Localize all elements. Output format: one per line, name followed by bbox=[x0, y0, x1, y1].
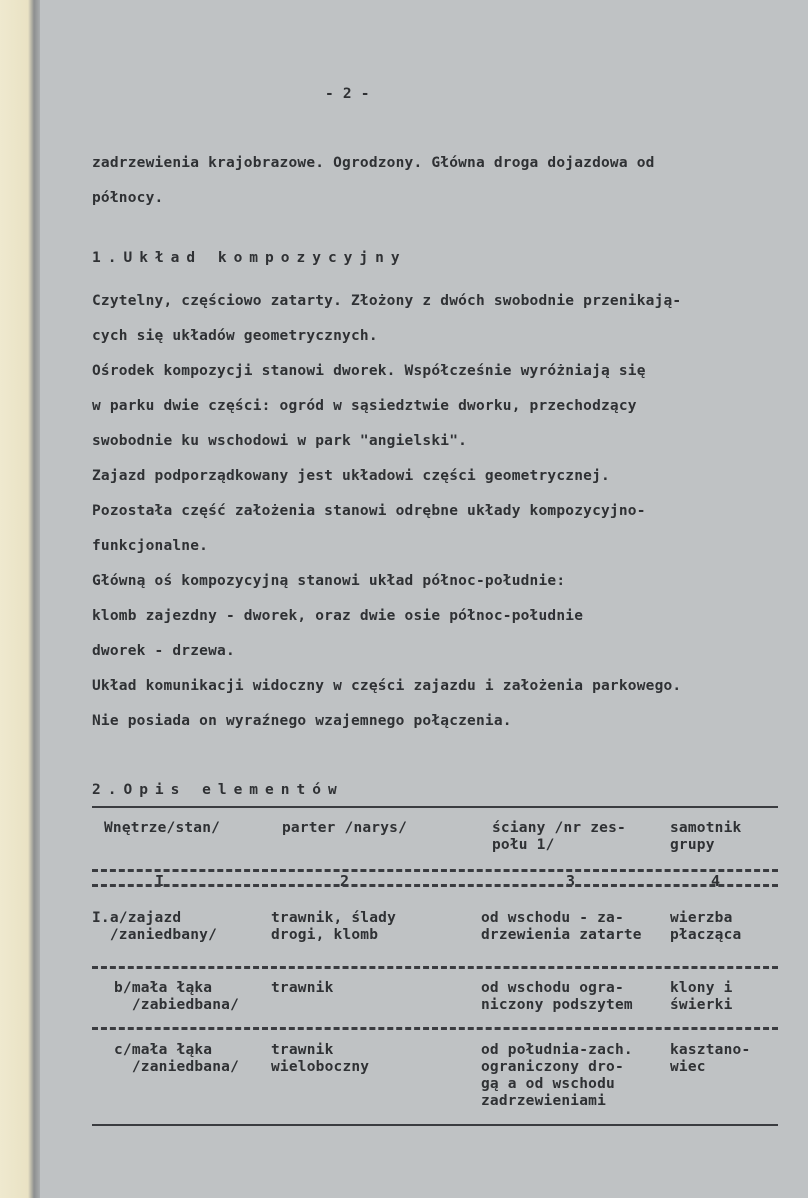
table-cell: c/mała łąka bbox=[114, 1042, 213, 1058]
section-1-line: Główną oś kompozycyjną stanowi układ północ-południe: bbox=[92, 573, 566, 589]
table-cell: niczony podszytem bbox=[481, 997, 633, 1013]
table-header-col3: połu 1/ bbox=[492, 837, 555, 853]
section-1-line: swobodnie ku wschodowi w park "angielski". bbox=[92, 433, 468, 449]
table-cell: drzewienia zatarte bbox=[481, 927, 642, 943]
table-cell: I.a/zajazd bbox=[92, 910, 182, 926]
table-cell: zadrzewieniami bbox=[481, 1093, 607, 1109]
table-cell: /zaniedbana/ bbox=[114, 1059, 240, 1075]
column-number: 3 bbox=[566, 872, 576, 890]
column-number: 2 bbox=[340, 872, 350, 890]
table-header-col3: ściany /nr zes- bbox=[492, 820, 626, 836]
table-cell: kasztano- bbox=[670, 1042, 751, 1058]
section-1-line: Nie posiada on wyraźnego wzajemnego połączenia. bbox=[92, 713, 512, 729]
table-cell: trawnik bbox=[271, 980, 334, 996]
section-1-line: Czytelny, częściowo zatarty. Złożony z dwóch swobodnie przenikają- bbox=[92, 293, 682, 309]
section-1-line: cych się układów geometrycznych. bbox=[92, 328, 378, 344]
table-top-rule bbox=[92, 806, 778, 808]
section-1-line: w parku dwie części: ogród w sąsiedztwie dworku, przechodzący bbox=[92, 398, 637, 414]
column-number: I bbox=[155, 872, 165, 890]
page-number: - 2 - bbox=[325, 86, 370, 102]
table-header-col1: Wnętrze/stan/ bbox=[104, 820, 221, 836]
section-1-line: dworek - drzewa. bbox=[92, 643, 235, 659]
table-header-col4: grupy bbox=[670, 837, 715, 853]
table-cell: wierzba bbox=[670, 910, 733, 926]
table-header-col2: parter /narys/ bbox=[282, 820, 408, 836]
table-row-dashed-rule bbox=[92, 1027, 778, 1030]
section-1-line: klomb zajezdny - dworek, oraz dwie osie północ-południe bbox=[92, 608, 584, 624]
table-cell: od południa-zach. bbox=[481, 1042, 633, 1058]
table-cell: klony i bbox=[670, 980, 733, 996]
table-cell: drogi, klomb bbox=[271, 927, 379, 943]
section-1-line: Pozostała część założenia stanowi odrębne układy kompozycyjno- bbox=[92, 503, 646, 519]
table-header-dashed-rule bbox=[92, 884, 778, 887]
table-cell: od wschodu ogra- bbox=[481, 980, 624, 996]
table-bottom-rule bbox=[92, 1124, 778, 1126]
table-cell: b/mała łąka bbox=[114, 980, 213, 996]
table-header-dashed-rule bbox=[92, 869, 778, 872]
section-1-title: 1.Układ kompozycyjny bbox=[92, 250, 407, 266]
table-cell: /zabiedbana/ bbox=[114, 997, 240, 1013]
table-cell: /zaniedbany/ bbox=[92, 927, 218, 943]
table-cell: gą a od wschodu bbox=[481, 1076, 615, 1092]
intro-line: zadrzewienia krajobrazowe. Ogrodzony. Główna droga dojazdowa od bbox=[92, 155, 655, 171]
table-cell: świerki bbox=[670, 997, 733, 1013]
column-number: 4 bbox=[711, 872, 721, 890]
section-1-line: Zajazd podporządkowany jest układowi części geometrycznej. bbox=[92, 468, 610, 484]
table-cell: od wschodu - za- bbox=[481, 910, 624, 926]
section-1-line: Ośrodek kompozycji stanowi dworek. Współcześnie wyróżniają się bbox=[92, 363, 646, 379]
table-cell: płacząca bbox=[670, 927, 742, 943]
table-cell: trawnik, ślady bbox=[271, 910, 397, 926]
binding-strip bbox=[0, 0, 40, 1198]
intro-line: północy. bbox=[92, 190, 164, 206]
section-1-line: Układ komunikacji widoczny w części zajazdu i założenia parkowego. bbox=[92, 678, 682, 694]
table-cell: trawnik bbox=[271, 1042, 334, 1058]
typed-page bbox=[40, 0, 808, 1198]
table-cell: ograniczony dro- bbox=[481, 1059, 624, 1075]
section-1-line: funkcjonalne. bbox=[92, 538, 209, 554]
table-row-dashed-rule bbox=[92, 966, 778, 969]
table-cell: wieloboczny bbox=[271, 1059, 370, 1075]
table-cell: wiec bbox=[670, 1059, 706, 1075]
section-2-title: 2.Opis elementów bbox=[92, 782, 344, 798]
table-header-col4: samotnik bbox=[670, 820, 742, 836]
